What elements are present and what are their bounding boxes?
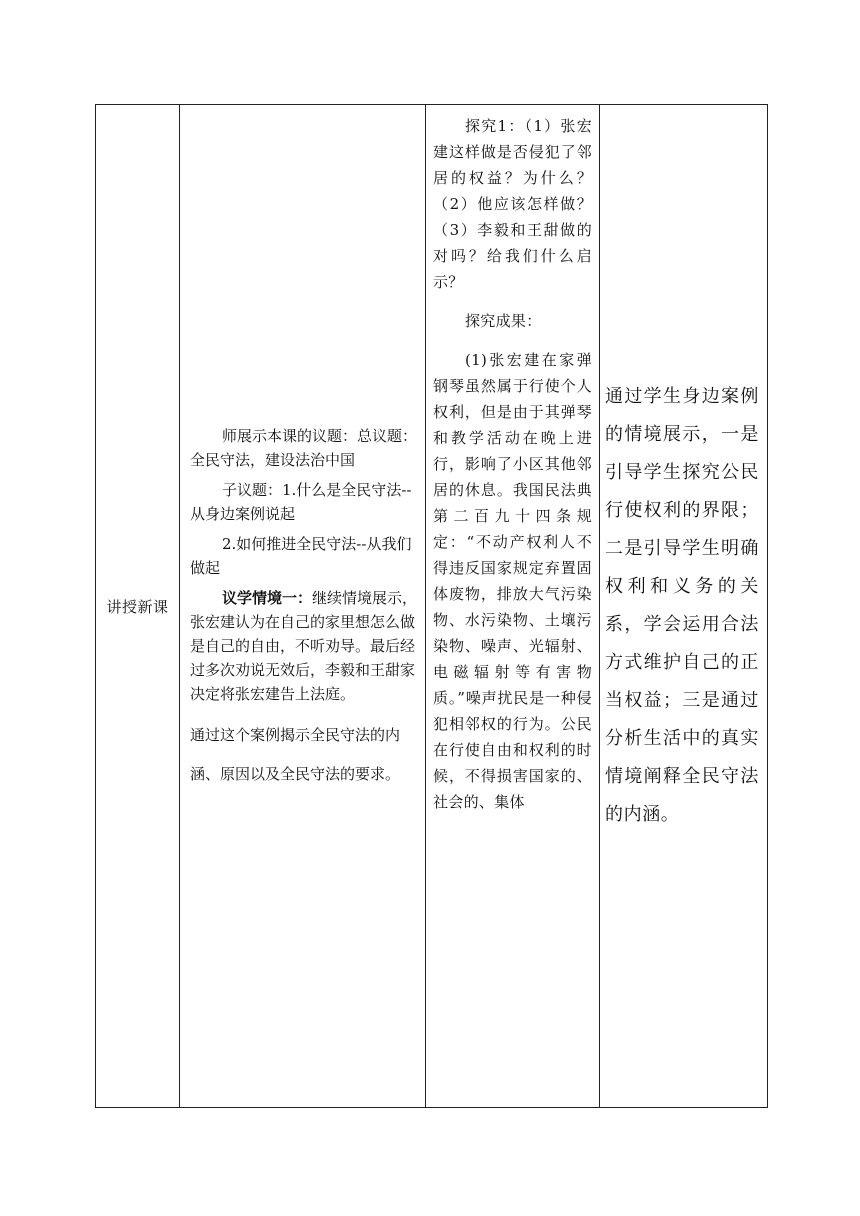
result-heading: 探究成果： [465, 312, 542, 330]
student-activity-cell [426, 105, 600, 1108]
student-activity-content [426, 105, 599, 1107]
table-row [96, 105, 768, 1108]
row-label: 讲授新课 [106, 597, 169, 616]
lesson-plan-table [95, 104, 768, 1108]
situation-text: 继续情境展示，张宏建认为在自己的家里想怎么做是自己的自由，不听劝导。最后经过多次劝说无效后，李毅和王甜家决定将张宏建告上法庭。 [190, 589, 418, 703]
design-intent-cell [600, 105, 768, 1108]
situation-paragraph [190, 586, 419, 706]
row-label-cell [96, 105, 180, 1108]
sub-topic-1: 子议题：1.什么是全民守法--从身边案例说起 [190, 481, 412, 523]
result-text: (1)张宏建在家弹钢琴虽然属于行使个人权利，但是由于其弹琴和教学活动在晚上进行，影响了小区其他邻居的休息。我国民法典第二百九十四条规定：“不动产权利人不得违反国家规定弃置固体废物，排放大气污染物、水污染物、土壤污染物、噪声、光辐射、电磁辐射等有害物质。”噪声扰民是一种侵犯相邻权的行为。公民在行使自由和权利的时候，不得损害国家的、社会的、集体 [433, 351, 592, 811]
topic-intro: 师展示本课的议题：总议题：全民守法，建设法治中国 [190, 427, 418, 469]
teacher-activity-content [180, 418, 425, 794]
explore-question: 探究1：（1）张宏建这样做是否侵犯了邻居的权益？为什么？（2）他应该怎样做？（3）李毅和王甜做的对吗？给我们什么启示？ [433, 117, 592, 291]
sub-topic-2: 2.如何推进全民守法--从我们做起 [190, 535, 412, 577]
teacher-activity-cell [180, 105, 426, 1108]
design-intent-text: 通过学生身边案例的情境展示，一是引导学生探究公民行使权利的界限；二是引导学生明确权利和义务的关系，学会运用合法方式维护自己的正当权益；三是通过分析生活中的真实情境阐释全民守法的内涵。 [605, 386, 759, 825]
situation-lead: 议学情境一： [222, 589, 313, 607]
case-summary: 通过这个案例揭示全民守法的内涵、原因以及全民守法的要求。 [190, 726, 401, 783]
